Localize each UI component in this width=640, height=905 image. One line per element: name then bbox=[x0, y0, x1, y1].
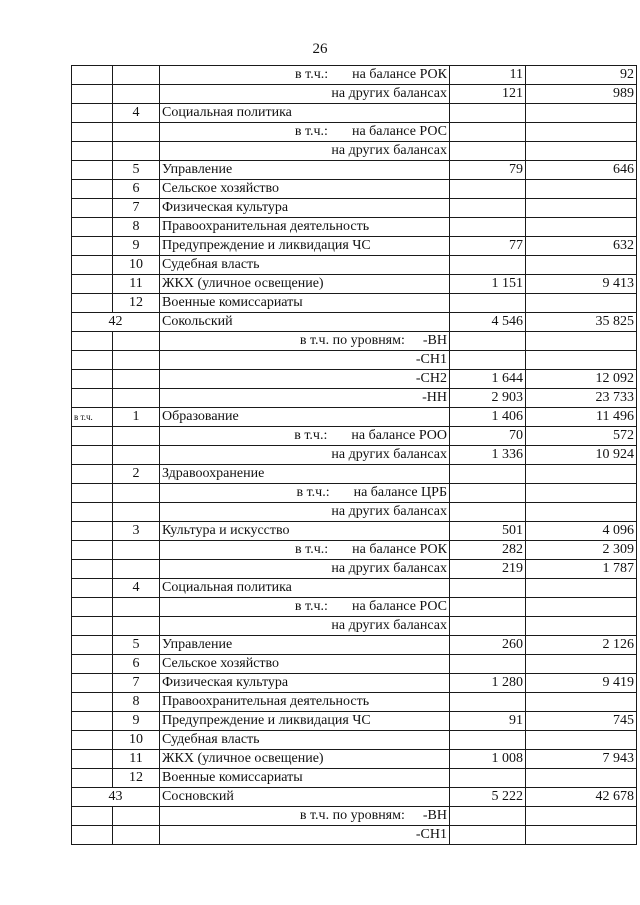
subitem-cell bbox=[160, 351, 450, 370]
subitem-label: в т.ч. по уровням: bbox=[299, 808, 405, 823]
value-cell-2 bbox=[526, 503, 637, 522]
prefix-cell bbox=[72, 237, 113, 256]
item-number-cell: 3 bbox=[113, 522, 160, 541]
item-number-cell: 9 bbox=[113, 237, 160, 256]
item-number-cell bbox=[113, 123, 160, 142]
item-name-cell: Управление bbox=[160, 636, 450, 655]
item-name-cell: Сельское хозяйство bbox=[160, 180, 450, 199]
value-cell-2 bbox=[526, 104, 637, 123]
value-cell-2 bbox=[526, 332, 637, 351]
item-number-cell: 10 bbox=[113, 256, 160, 275]
table-row bbox=[72, 237, 637, 256]
subitem-text: на балансе ЦРБ bbox=[353, 485, 447, 500]
subitem-label: в т.ч.: bbox=[295, 542, 329, 557]
item-number-cell bbox=[113, 427, 160, 446]
item-number-cell: 12 bbox=[113, 769, 160, 788]
subitem-text: -СН1 bbox=[415, 827, 447, 842]
prefix-cell bbox=[72, 807, 113, 826]
value-cell-2 bbox=[526, 142, 637, 161]
prefix-cell bbox=[72, 560, 113, 579]
value-cell-2 bbox=[526, 731, 637, 750]
item-number-cell bbox=[113, 560, 160, 579]
value-cell-1: 1 406 bbox=[450, 408, 526, 427]
value-cell-1 bbox=[450, 142, 526, 161]
item-name-cell: Физическая культура bbox=[160, 199, 450, 218]
table-row bbox=[72, 598, 637, 617]
table-row bbox=[72, 180, 637, 199]
prefix-cell bbox=[72, 693, 113, 712]
value-cell-1 bbox=[450, 218, 526, 237]
value-cell-2 bbox=[526, 218, 637, 237]
item-name-cell: ЖКХ (уличное освещение) bbox=[160, 750, 450, 769]
table-row bbox=[72, 826, 637, 845]
value-cell-2: 92 bbox=[526, 66, 637, 85]
value-cell-1 bbox=[450, 256, 526, 275]
table-row bbox=[72, 769, 637, 788]
subitem-text: -ВН bbox=[422, 333, 447, 348]
table-row bbox=[72, 503, 637, 522]
value-cell-2 bbox=[526, 826, 637, 845]
item-number-cell: 7 bbox=[113, 199, 160, 218]
value-cell-1: 1 336 bbox=[450, 446, 526, 465]
subitem-label: в т.ч.: bbox=[295, 67, 329, 82]
value-cell-2: 10 924 bbox=[526, 446, 637, 465]
value-cell-1: 501 bbox=[450, 522, 526, 541]
item-number-cell: 10 bbox=[113, 731, 160, 750]
item-number-cell: 4 bbox=[113, 579, 160, 598]
subitem-text: на других балансах bbox=[331, 86, 447, 101]
subitem-cell bbox=[160, 332, 450, 351]
value-cell-1 bbox=[450, 693, 526, 712]
value-cell-1: 1 008 bbox=[450, 750, 526, 769]
prefix-cell bbox=[72, 199, 113, 218]
table-row bbox=[72, 693, 637, 712]
value-cell-2 bbox=[526, 180, 637, 199]
prefix-cell bbox=[72, 598, 113, 617]
table-row bbox=[72, 66, 637, 85]
subitem-cell bbox=[160, 503, 450, 522]
subitem-cell bbox=[160, 427, 450, 446]
subitem-cell bbox=[160, 142, 450, 161]
value-cell-2: 35 825 bbox=[526, 313, 637, 332]
item-number-cell: 9 bbox=[113, 712, 160, 731]
prefix-cell bbox=[72, 750, 113, 769]
prefix-cell bbox=[72, 256, 113, 275]
value-cell-1: 121 bbox=[450, 85, 526, 104]
value-cell-2: 632 bbox=[526, 237, 637, 256]
district-number-cell: 43 bbox=[72, 788, 160, 807]
prefix-cell bbox=[72, 218, 113, 237]
subitem-cell bbox=[160, 85, 450, 104]
item-name-cell: Правоохранительная деятельность bbox=[160, 218, 450, 237]
prefix-cell bbox=[72, 370, 113, 389]
subitem-text: на других балансах bbox=[331, 504, 447, 519]
item-number-cell bbox=[113, 142, 160, 161]
table-row bbox=[72, 788, 637, 807]
table-row bbox=[72, 427, 637, 446]
table-row bbox=[72, 807, 637, 826]
subitem-label: в т.ч.: bbox=[296, 485, 330, 500]
value-cell-2: 23 733 bbox=[526, 389, 637, 408]
value-cell-1 bbox=[450, 465, 526, 484]
prefix-cell bbox=[72, 66, 113, 85]
value-cell-2: 11 496 bbox=[526, 408, 637, 427]
prefix-cell bbox=[72, 617, 113, 636]
value-cell-1: 79 bbox=[450, 161, 526, 180]
subitem-cell bbox=[160, 446, 450, 465]
value-cell-2: 9 419 bbox=[526, 674, 637, 693]
value-cell-2 bbox=[526, 579, 637, 598]
table-row bbox=[72, 123, 637, 142]
item-name-cell: Правоохранительная деятельность bbox=[160, 693, 450, 712]
table-row bbox=[72, 199, 637, 218]
table-row bbox=[72, 465, 637, 484]
value-cell-1 bbox=[450, 332, 526, 351]
item-name-cell: Предупреждение и ликвидация ЧС bbox=[160, 237, 450, 256]
value-cell-1 bbox=[450, 503, 526, 522]
item-number-cell bbox=[113, 826, 160, 845]
item-number-cell: 5 bbox=[113, 161, 160, 180]
value-cell-2: 4 096 bbox=[526, 522, 637, 541]
budget-table bbox=[71, 65, 637, 845]
value-cell-1 bbox=[450, 731, 526, 750]
prefix-cell bbox=[72, 275, 113, 294]
table-row bbox=[72, 313, 637, 332]
subitem-cell bbox=[160, 560, 450, 579]
value-cell-2 bbox=[526, 807, 637, 826]
subitem-cell bbox=[160, 541, 450, 560]
item-number-cell bbox=[113, 503, 160, 522]
subitem-label: в т.ч.: bbox=[294, 428, 328, 443]
table-row bbox=[72, 636, 637, 655]
table-row bbox=[72, 750, 637, 769]
item-number-cell: 8 bbox=[113, 693, 160, 712]
value-cell-2 bbox=[526, 351, 637, 370]
prefix-cell: в т.ч. bbox=[72, 408, 113, 427]
value-cell-2: 7 943 bbox=[526, 750, 637, 769]
value-cell-2 bbox=[526, 693, 637, 712]
table-row bbox=[72, 446, 637, 465]
district-number-cell: 42 bbox=[72, 313, 160, 332]
subitem-label: в т.ч. по уровням: bbox=[299, 333, 405, 348]
value-cell-1 bbox=[450, 617, 526, 636]
value-cell-1 bbox=[450, 123, 526, 142]
value-cell-2 bbox=[526, 655, 637, 674]
value-cell-2: 12 092 bbox=[526, 370, 637, 389]
prefix-cell bbox=[72, 712, 113, 731]
table-row bbox=[72, 104, 637, 123]
item-number-cell bbox=[113, 598, 160, 617]
value-cell-2 bbox=[526, 769, 637, 788]
value-cell-2 bbox=[526, 123, 637, 142]
prefix-cell bbox=[72, 427, 113, 446]
value-cell-2: 646 bbox=[526, 161, 637, 180]
prefix-cell bbox=[72, 579, 113, 598]
subitem-cell bbox=[160, 598, 450, 617]
item-name-cell: Военные комиссариаты bbox=[160, 769, 450, 788]
item-name-cell: Управление bbox=[160, 161, 450, 180]
value-cell-2 bbox=[526, 617, 637, 636]
prefix-cell bbox=[72, 446, 113, 465]
value-cell-2: 42 678 bbox=[526, 788, 637, 807]
prefix-cell bbox=[72, 522, 113, 541]
table-row bbox=[72, 408, 637, 427]
subitem-text: на балансе РОО bbox=[351, 428, 447, 443]
prefix-cell bbox=[72, 826, 113, 845]
value-cell-1 bbox=[450, 826, 526, 845]
item-name-cell: Культура и искусство bbox=[160, 522, 450, 541]
district-name-cell: Сосновский bbox=[160, 788, 450, 807]
item-number-cell bbox=[113, 66, 160, 85]
item-name-cell: Военные комиссариаты bbox=[160, 294, 450, 313]
item-number-cell bbox=[113, 332, 160, 351]
value-cell-1: 1 151 bbox=[450, 275, 526, 294]
prefix-cell bbox=[72, 142, 113, 161]
item-number-cell: 6 bbox=[113, 655, 160, 674]
value-cell-2: 745 bbox=[526, 712, 637, 731]
subitem-text: на других балансах bbox=[331, 618, 447, 633]
table-row bbox=[72, 275, 637, 294]
table-row bbox=[72, 731, 637, 750]
prefix-cell bbox=[72, 389, 113, 408]
item-name-cell: Социальная политика bbox=[160, 579, 450, 598]
item-number-cell: 6 bbox=[113, 180, 160, 199]
value-cell-1: 91 bbox=[450, 712, 526, 731]
item-number-cell bbox=[113, 617, 160, 636]
value-cell-1: 4 546 bbox=[450, 313, 526, 332]
item-number-cell bbox=[113, 351, 160, 370]
table-row bbox=[72, 674, 637, 693]
page-number: 26 bbox=[312, 41, 328, 57]
item-number-cell: 1 bbox=[113, 408, 160, 427]
value-cell-1: 1 280 bbox=[450, 674, 526, 693]
item-number-cell bbox=[113, 446, 160, 465]
item-name-cell: Судебная власть bbox=[160, 731, 450, 750]
item-name-cell: Образование bbox=[160, 408, 450, 427]
value-cell-1 bbox=[450, 769, 526, 788]
item-name-cell: Сельское хозяйство bbox=[160, 655, 450, 674]
table-body bbox=[72, 66, 637, 845]
item-name-cell: Социальная политика bbox=[160, 104, 450, 123]
value-cell-1 bbox=[450, 180, 526, 199]
table-row bbox=[72, 579, 637, 598]
prefix-cell bbox=[72, 180, 113, 199]
value-cell-2: 572 bbox=[526, 427, 637, 446]
value-cell-1 bbox=[450, 104, 526, 123]
subitem-text: на балансе РОС bbox=[351, 599, 447, 614]
subitem-cell bbox=[160, 66, 450, 85]
prefix-cell bbox=[72, 351, 113, 370]
prefix-cell bbox=[72, 655, 113, 674]
prefix-cell bbox=[72, 503, 113, 522]
subitem-text: -СН1 bbox=[415, 352, 447, 367]
value-cell-1: 260 bbox=[450, 636, 526, 655]
value-cell-1: 1 644 bbox=[450, 370, 526, 389]
subitem-label: в т.ч.: bbox=[294, 599, 328, 614]
table-row bbox=[72, 161, 637, 180]
subitem-text: на других балансах bbox=[331, 143, 447, 158]
value-cell-2 bbox=[526, 598, 637, 617]
subitem-cell bbox=[160, 370, 450, 389]
value-cell-1 bbox=[450, 655, 526, 674]
table-row bbox=[72, 294, 637, 313]
item-number-cell: 8 bbox=[113, 218, 160, 237]
value-cell-1: 70 bbox=[450, 427, 526, 446]
value-cell-1 bbox=[450, 807, 526, 826]
value-cell-1 bbox=[450, 199, 526, 218]
subitem-cell bbox=[160, 617, 450, 636]
prefix-cell bbox=[72, 104, 113, 123]
value-cell-2 bbox=[526, 484, 637, 503]
value-cell-1: 11 bbox=[450, 66, 526, 85]
item-number-cell bbox=[113, 370, 160, 389]
value-cell-2: 2 126 bbox=[526, 636, 637, 655]
prefix-cell bbox=[72, 332, 113, 351]
prefix-cell bbox=[72, 769, 113, 788]
value-cell-1: 2 903 bbox=[450, 389, 526, 408]
prefix-cell bbox=[72, 674, 113, 693]
prefix-cell bbox=[72, 541, 113, 560]
value-cell-1: 219 bbox=[450, 560, 526, 579]
subitem-cell bbox=[160, 389, 450, 408]
item-number-cell bbox=[113, 807, 160, 826]
item-name-cell: Здравоохранение bbox=[160, 465, 450, 484]
value-cell-1: 77 bbox=[450, 237, 526, 256]
value-cell-1: 282 bbox=[450, 541, 526, 560]
table-row bbox=[72, 142, 637, 161]
value-cell-1 bbox=[450, 351, 526, 370]
table-row bbox=[72, 256, 637, 275]
subitem-text: на балансе РОК bbox=[352, 67, 447, 82]
prefix-cell bbox=[72, 465, 113, 484]
subitem-cell bbox=[160, 807, 450, 826]
table-row bbox=[72, 712, 637, 731]
table-row bbox=[72, 655, 637, 674]
item-number-cell bbox=[113, 484, 160, 503]
subitem-cell bbox=[160, 484, 450, 503]
value-cell-1 bbox=[450, 579, 526, 598]
prefix-cell bbox=[72, 294, 113, 313]
value-cell-1: 5 222 bbox=[450, 788, 526, 807]
item-name-cell: ЖКХ (уличное освещение) bbox=[160, 275, 450, 294]
item-number-cell: 4 bbox=[113, 104, 160, 123]
value-cell-1 bbox=[450, 294, 526, 313]
subitem-label: в т.ч.: bbox=[294, 124, 328, 139]
table-row bbox=[72, 560, 637, 579]
item-name-cell: Судебная власть bbox=[160, 256, 450, 275]
value-cell-2 bbox=[526, 256, 637, 275]
subitem-text: -ВН bbox=[422, 808, 447, 823]
subitem-text: на балансе РОС bbox=[351, 124, 447, 139]
value-cell-2: 9 413 bbox=[526, 275, 637, 294]
table-row bbox=[72, 218, 637, 237]
item-number-cell bbox=[113, 541, 160, 560]
subitem-cell bbox=[160, 123, 450, 142]
subitem-text: -СН2 bbox=[415, 371, 447, 386]
item-number-cell bbox=[113, 85, 160, 104]
item-number-cell: 12 bbox=[113, 294, 160, 313]
table-row bbox=[72, 351, 637, 370]
table-row bbox=[72, 85, 637, 104]
value-cell-1 bbox=[450, 484, 526, 503]
prefix-cell bbox=[72, 731, 113, 750]
table-row bbox=[72, 389, 637, 408]
item-number-cell: 11 bbox=[113, 750, 160, 769]
table-row bbox=[72, 484, 637, 503]
item-name-cell: Физическая культура bbox=[160, 674, 450, 693]
prefix-cell bbox=[72, 85, 113, 104]
item-number-cell bbox=[113, 389, 160, 408]
prefix-cell bbox=[72, 161, 113, 180]
item-number-cell: 5 bbox=[113, 636, 160, 655]
value-cell-2: 989 bbox=[526, 85, 637, 104]
table-row bbox=[72, 332, 637, 351]
table-row bbox=[72, 541, 637, 560]
item-number-cell: 11 bbox=[113, 275, 160, 294]
subitem-text: -НН bbox=[422, 390, 447, 405]
prefix-cell bbox=[72, 636, 113, 655]
item-number-cell: 2 bbox=[113, 465, 160, 484]
prefix-cell bbox=[72, 123, 113, 142]
subitem-text: на балансе РОК bbox=[352, 542, 447, 557]
subitem-text: на других балансах bbox=[331, 561, 447, 576]
value-cell-1 bbox=[450, 598, 526, 617]
item-name-cell: Предупреждение и ликвидация ЧС bbox=[160, 712, 450, 731]
subitem-text: на других балансах bbox=[331, 447, 447, 462]
subitem-cell bbox=[160, 826, 450, 845]
prefix-cell bbox=[72, 484, 113, 503]
value-cell-2 bbox=[526, 294, 637, 313]
value-cell-2 bbox=[526, 199, 637, 218]
district-name-cell: Сокольский bbox=[160, 313, 450, 332]
table-row bbox=[72, 617, 637, 636]
value-cell-2 bbox=[526, 465, 637, 484]
table-row bbox=[72, 370, 637, 389]
item-number-cell: 7 bbox=[113, 674, 160, 693]
value-cell-2: 2 309 bbox=[526, 541, 637, 560]
table-row bbox=[72, 522, 637, 541]
value-cell-2: 1 787 bbox=[526, 560, 637, 579]
